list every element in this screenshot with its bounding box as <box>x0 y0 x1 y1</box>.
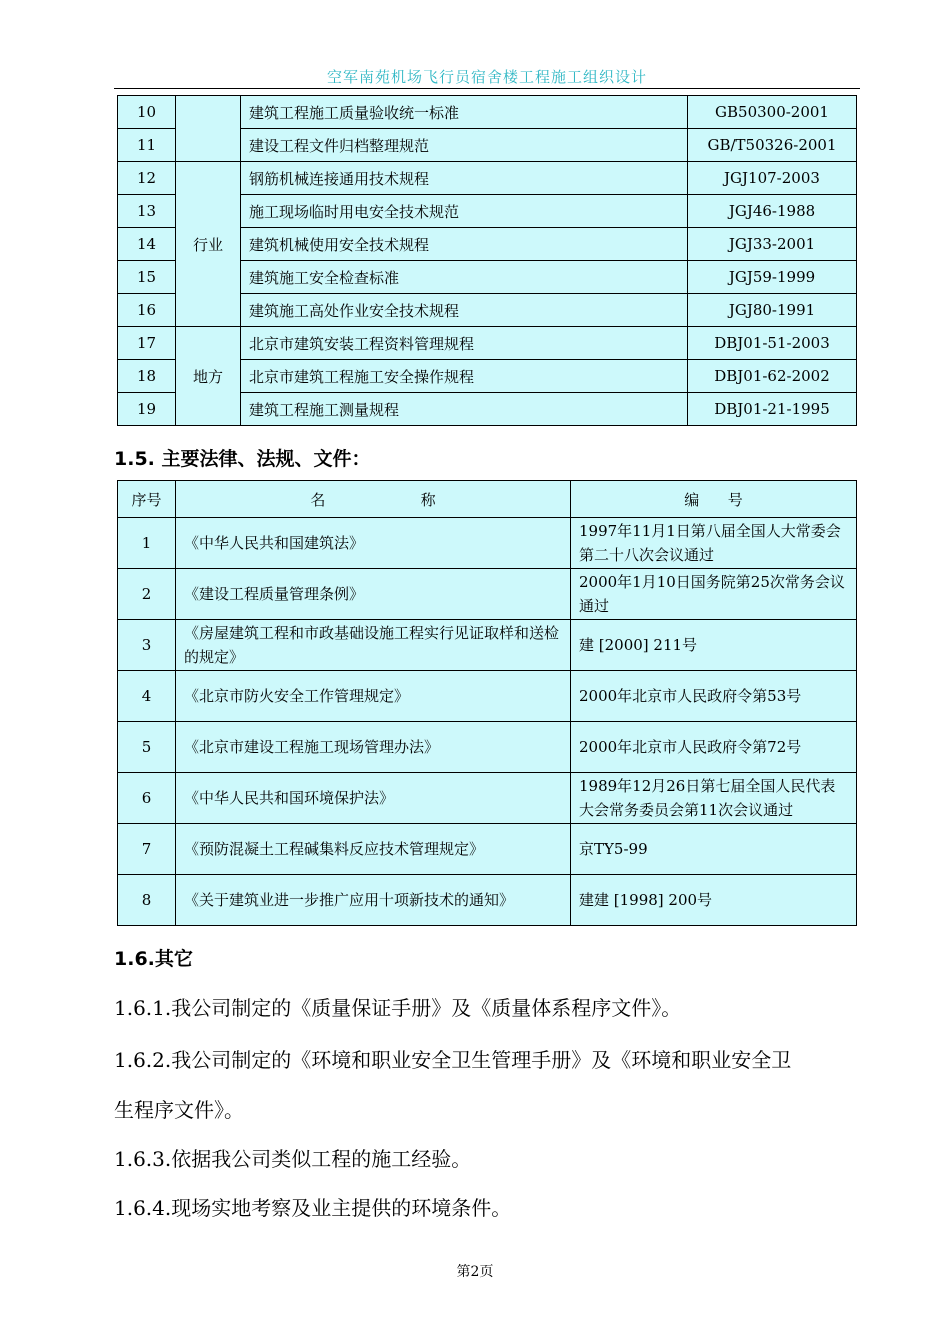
standard-code: DBJ01-51-2003 <box>688 327 857 360</box>
law-code: 1997年11月1日第八届全国人大常委会第二十八次会议通过 <box>571 518 857 569</box>
table-row <box>118 162 857 195</box>
standard-code: JGJ46-1988 <box>688 195 857 228</box>
paragraph-1-6-3: 1.6.3.依据我公司类似工程的施工经验。 <box>114 1147 472 1171</box>
law-name: 《关于建筑业进一步推广应用十项新技术的通知》 <box>176 875 571 926</box>
row-number: 8 <box>118 875 176 926</box>
row-number: 7 <box>118 824 176 875</box>
law-name: 《建设工程质量管理条例》 <box>176 569 571 620</box>
section-1-6-title: 1.6.其它 <box>114 948 193 970</box>
laws-table <box>117 480 857 926</box>
table-row <box>118 620 857 671</box>
table-row <box>118 671 857 722</box>
standard-code: GB/T50326-2001 <box>688 129 857 162</box>
row-number: 18 <box>118 360 176 393</box>
law-code: 1989年12月26日第七届全国人民代表大会常务委员会第11次会议通过 <box>571 773 857 824</box>
row-number: 16 <box>118 294 176 327</box>
row-number: 15 <box>118 261 176 294</box>
table-row <box>118 96 857 129</box>
paragraph-1-6-2-cont: 生程序文件》。 <box>114 1098 244 1122</box>
standard-name: 建筑施工高处作业安全技术规程 <box>241 294 688 327</box>
standard-code: GB50300-2001 <box>688 96 857 129</box>
law-name: 《北京市建设工程施工现场管理办法》 <box>176 722 571 773</box>
standard-code: JGJ107-2003 <box>688 162 857 195</box>
law-code: 京TY5-99 <box>571 824 857 875</box>
row-number: 10 <box>118 96 176 129</box>
table-row <box>118 722 857 773</box>
row-number: 12 <box>118 162 176 195</box>
law-name: 《中华人民共和国建筑法》 <box>176 518 571 569</box>
standard-code: JGJ59-1999 <box>688 261 857 294</box>
row-number: 4 <box>118 671 176 722</box>
law-name: 《北京市防火安全工作管理规定》 <box>176 671 571 722</box>
table-row <box>118 327 857 360</box>
table-header-row <box>118 481 857 518</box>
page-number: 第2页 <box>456 1264 494 1280</box>
standard-name: 北京市建筑安装工程资料管理规程 <box>241 327 688 360</box>
law-name: 《中华人民共和国环境保护法》 <box>176 773 571 824</box>
standards-table <box>117 95 857 426</box>
table-row <box>118 518 857 569</box>
table-row <box>118 824 857 875</box>
header-name: 名 称 <box>176 481 571 518</box>
row-number: 1 <box>118 518 176 569</box>
page-header: 空军南苑机场飞行员宿舍楼工程施工组织设计 <box>114 66 860 89</box>
standard-name: 建设工程文件归档整理规范 <box>241 129 688 162</box>
paragraph-1-6-2: 1.6.2.我公司制定的《环境和职业安全卫生管理手册》及《环境和职业安全卫 <box>114 1048 792 1072</box>
row-number: 2 <box>118 569 176 620</box>
standard-code: DBJ01-21-1995 <box>688 393 857 426</box>
standard-name: 建筑工程施工质量验收统一标准 <box>241 96 688 129</box>
standard-name: 钢筋机械连接通用技术规程 <box>241 162 688 195</box>
category-industry: 行业 <box>176 162 241 327</box>
table-row <box>118 875 857 926</box>
category-local: 地方 <box>176 327 241 426</box>
row-number: 5 <box>118 722 176 773</box>
paragraph-1-6-1: 1.6.1.我公司制定的《质量保证手册》及《质量体系程序文件》。 <box>114 996 682 1020</box>
standard-name: 建筑机械使用安全技术规程 <box>241 228 688 261</box>
category-cell <box>176 96 241 162</box>
row-number: 17 <box>118 327 176 360</box>
header-num: 序号 <box>118 481 176 518</box>
law-code: 2000年北京市人民政府令第53号 <box>571 671 857 722</box>
row-number: 14 <box>118 228 176 261</box>
law-name: 《房屋建筑工程和市政基础设施工程实行见证取样和送检的规定》 <box>176 620 571 671</box>
standard-name: 施工现场临时用电安全技术规范 <box>241 195 688 228</box>
section-1-5-title: 1.5. 主要法律、法规、文件： <box>114 448 371 470</box>
paragraph-1-6-4: 1.6.4.现场实地考察及业主提供的环境条件。 <box>114 1196 512 1220</box>
standard-code: DBJ01-62-2002 <box>688 360 857 393</box>
table-row <box>118 773 857 824</box>
header-code: 编 号 <box>571 481 857 518</box>
row-number: 6 <box>118 773 176 824</box>
standard-code: JGJ33-2001 <box>688 228 857 261</box>
law-code: 2000年北京市人民政府令第72号 <box>571 722 857 773</box>
law-code: 2000年1月10日国务院第25次常务会议通过 <box>571 569 857 620</box>
row-number: 3 <box>118 620 176 671</box>
standard-name: 建筑施工安全检查标准 <box>241 261 688 294</box>
standard-name: 建筑工程施工测量规程 <box>241 393 688 426</box>
row-number: 19 <box>118 393 176 426</box>
law-name: 《预防混凝土工程碱集料反应技术管理规定》 <box>176 824 571 875</box>
law-code: 建建 [1998] 200号 <box>571 875 857 926</box>
standard-code: JGJ80-1991 <box>688 294 857 327</box>
standard-name: 北京市建筑工程施工安全操作规程 <box>241 360 688 393</box>
law-code: 建 [2000] 211号 <box>571 620 857 671</box>
table-row <box>118 569 857 620</box>
row-number: 13 <box>118 195 176 228</box>
row-number: 11 <box>118 129 176 162</box>
